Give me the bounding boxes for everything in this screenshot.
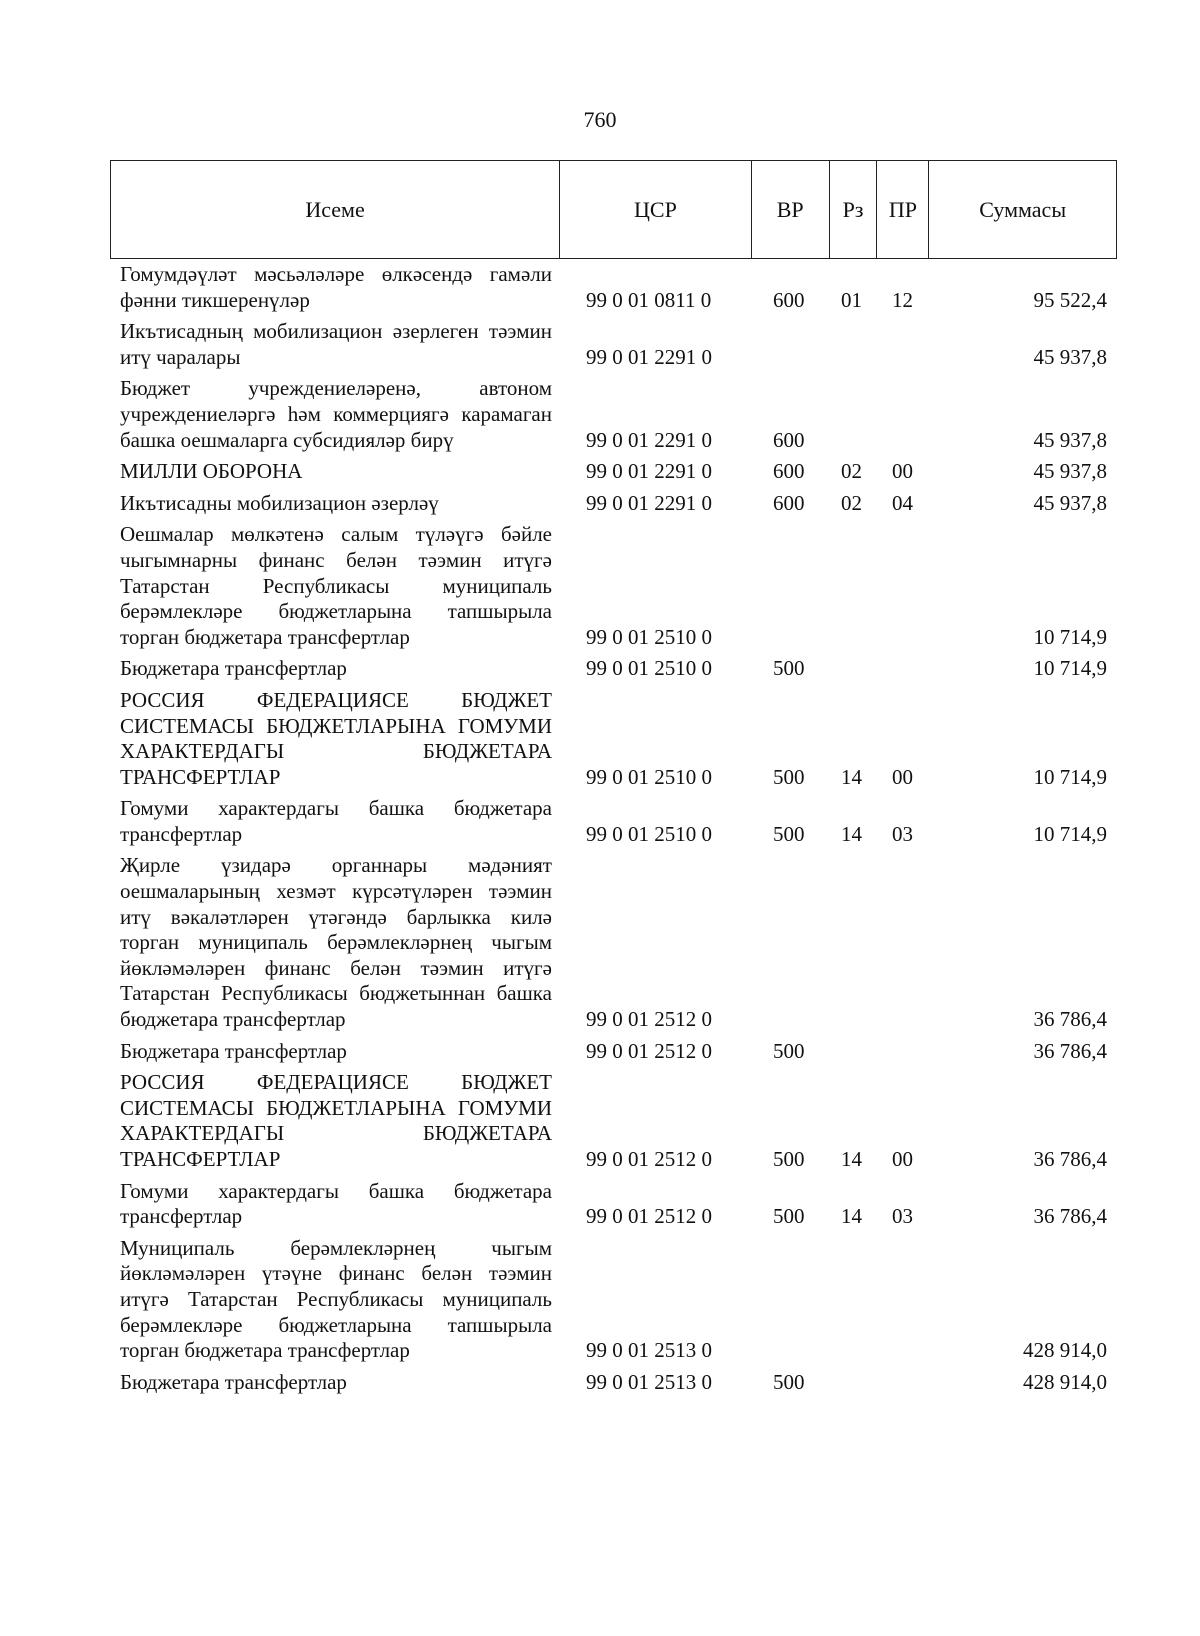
row-pr: 12: [892, 287, 913, 312]
row-pr: 00: [892, 1147, 913, 1171]
row-vr: 600: [773, 427, 805, 452]
row-name: МИЛЛИ ОБОРОНА: [120, 459, 303, 484]
row-rz: 14: [841, 1147, 862, 1171]
table-row: [0, 522, 1200, 650]
row-csr: 99 0 01 2291 0: [586, 490, 712, 515]
header-pr: ПР: [877, 161, 929, 258]
table-row: [0, 688, 1200, 790]
header-csr: ЦСР: [560, 161, 752, 258]
row-name: РОССИЯ ФЕДЕРАЦИЯСЕ БЮДЖЕТ СИСТЕМАСЫ БЮДЖЕТЛАРЫНА ГОМУМИ ХАРАКТЕРДАГЫ БЮДЖЕТАРА ТРАНСФЕРТЛАР: [120, 687, 552, 789]
header-sum: Суммасы: [979, 196, 1067, 222]
row-csr: 99 0 01 2510 0: [586, 764, 712, 789]
row-vr: 500: [773, 1204, 805, 1229]
row-sum: 36 786,4: [1033, 1007, 1107, 1032]
table-row: [0, 262, 1200, 313]
row-vr: 500: [773, 1038, 805, 1063]
table-row: [0, 853, 1200, 1032]
row-vr: 600: [773, 287, 805, 312]
row-name: Бюджетара трансфертлар: [120, 1369, 347, 1394]
table-row: [0, 1039, 1200, 1065]
row-sum: 45 937,8: [1033, 344, 1107, 369]
row-name: Икътисадның мобилизацион әзерлеген тәэмин итү чаралары: [120, 319, 552, 369]
header-name: Исеме: [111, 161, 560, 258]
row-name: Гомуми характердагы башка бюджетара трансфертлар: [120, 1178, 552, 1229]
row-sum: 428 914,0: [1023, 1338, 1107, 1363]
row-name: Бюджет учреждениеләренә, автоном учреждениеләргә һәм коммерциягә карамаган башка оешмаларга субсидияләр бирү: [120, 376, 552, 452]
row-name: Гомуми характердагы башка бюджетара трансфертлар: [120, 796, 552, 846]
row-csr: 99 0 01 2291 0: [586, 344, 712, 369]
row-sum: 45 937,8: [1033, 427, 1107, 452]
table-row: [0, 1370, 1200, 1396]
row-rz: 02: [841, 459, 862, 484]
row-name: Бюджетара трансфертлар: [120, 656, 347, 681]
header-vr: ВР: [752, 161, 830, 258]
row-vr: 500: [773, 1369, 805, 1394]
row-pr: 00: [892, 459, 913, 484]
row-csr: 99 0 01 2512 0: [586, 1147, 712, 1171]
row-sum: 95 522,4: [1033, 287, 1107, 312]
row-sum: 10 714,9: [1033, 764, 1107, 789]
table-row: [0, 796, 1200, 847]
row-csr: 99 0 01 2510 0: [586, 624, 712, 649]
row-name: Бюджетара трансфертлар: [120, 1038, 347, 1063]
row-csr: 99 0 01 2291 0: [586, 427, 712, 452]
row-vr: 500: [773, 821, 805, 846]
table-row: [0, 491, 1200, 517]
row-sum: 36 786,4: [1033, 1038, 1107, 1063]
table-row: [0, 459, 1200, 485]
row-name: Икътисадны мобилизацион әзерләү: [120, 490, 439, 515]
row-sum: 10 714,9: [1033, 821, 1107, 846]
page-number: 760: [583, 107, 617, 132]
row-csr: 99 0 01 2510 0: [586, 656, 712, 681]
row-sum: 45 937,8: [1033, 459, 1107, 484]
table-row: [0, 319, 1200, 370]
table-header: [110, 160, 1117, 259]
row-pr: 03: [892, 1204, 913, 1229]
row-name: Җирле үзидарә органнары мәдәният оешмаларының хезмәт күрсәтүләрен тәэмин итү вәкаләтләрен үтәгәндә барлыкка килә торган муниципаль берәмлекләрнең чыгым йөкләмәләрен финанс белән тәэмин итүгә Татарстан Республикасы бюджетыннан башка бюджетара трансфертлар: [120, 853, 552, 1032]
row-sum: 10 714,9: [1033, 656, 1107, 681]
row-sum: 428 914,0: [1023, 1369, 1107, 1394]
row-sum: 45 937,8: [1033, 490, 1107, 515]
row-csr: 99 0 01 2510 0: [586, 821, 712, 846]
row-csr: 99 0 01 2513 0: [586, 1369, 712, 1394]
row-name: РОССИЯ ФЕДЕРАЦИЯСЕ БЮДЖЕТ СИСТЕМАСЫ БЮДЖЕТЛАРЫНА ГОМУМИ ХАРАКТЕРДАГЫ БЮДЖЕТАРА ТРАНСФЕРТЛАР: [120, 1070, 552, 1171]
row-rz: 14: [841, 1204, 862, 1229]
table-row: [0, 1236, 1200, 1364]
row-pr: 00: [892, 764, 913, 789]
row-csr: 99 0 01 2512 0: [586, 1204, 712, 1229]
row-sum: 36 786,4: [1033, 1204, 1107, 1229]
table-row: [0, 1179, 1200, 1230]
row-vr: 500: [773, 656, 805, 681]
row-sum: 10 714,9: [1033, 624, 1107, 649]
row-vr: 600: [773, 490, 805, 515]
row-vr: 500: [773, 764, 805, 789]
row-rz: 01: [841, 287, 862, 312]
row-rz: 14: [841, 821, 862, 846]
row-vr: 600: [773, 459, 805, 484]
row-name: Оешмалар мөлкәтенә салым түләүгә бәйле чыгымнарны финанс белән тәэмин итүгә Татарстан Республикасы муниципаль берәмлекләре бюджетларына тапшырыла торган бюджетара трансфертлар: [120, 522, 552, 649]
row-csr: 99 0 01 2512 0: [586, 1007, 712, 1032]
row-csr: 99 0 01 0811 0: [586, 287, 712, 312]
table-row: [0, 656, 1200, 682]
row-rz: 14: [841, 764, 862, 789]
row-vr: 500: [773, 1147, 805, 1171]
row-csr: 99 0 01 2513 0: [586, 1338, 712, 1363]
table-row: [0, 1070, 1200, 1172]
row-csr: 99 0 01 2512 0: [586, 1038, 712, 1063]
row-pr: 03: [892, 821, 913, 846]
header-rz: Рз: [830, 161, 878, 258]
row-csr: 99 0 01 2291 0: [586, 459, 712, 484]
row-rz: 02: [841, 490, 862, 515]
row-name: Гомумдәүләт мәсьәләләре өлкәсендә гамәли фәнни тикшеренүләр: [120, 262, 552, 312]
row-name: Муниципаль берәмлекләрнең чыгым йөкләмәләрен үтәүне финанс белән тәэмин итүгә Татарстан Республикасы муниципаль берәмлекләре бюджетларына тапшырыла торган бюджетара трансфертлар: [120, 1235, 552, 1363]
row-pr: 04: [892, 490, 913, 515]
table-row: [0, 376, 1200, 453]
row-sum: 36 786,4: [1033, 1147, 1107, 1171]
table-body: [0, 262, 1200, 1401]
